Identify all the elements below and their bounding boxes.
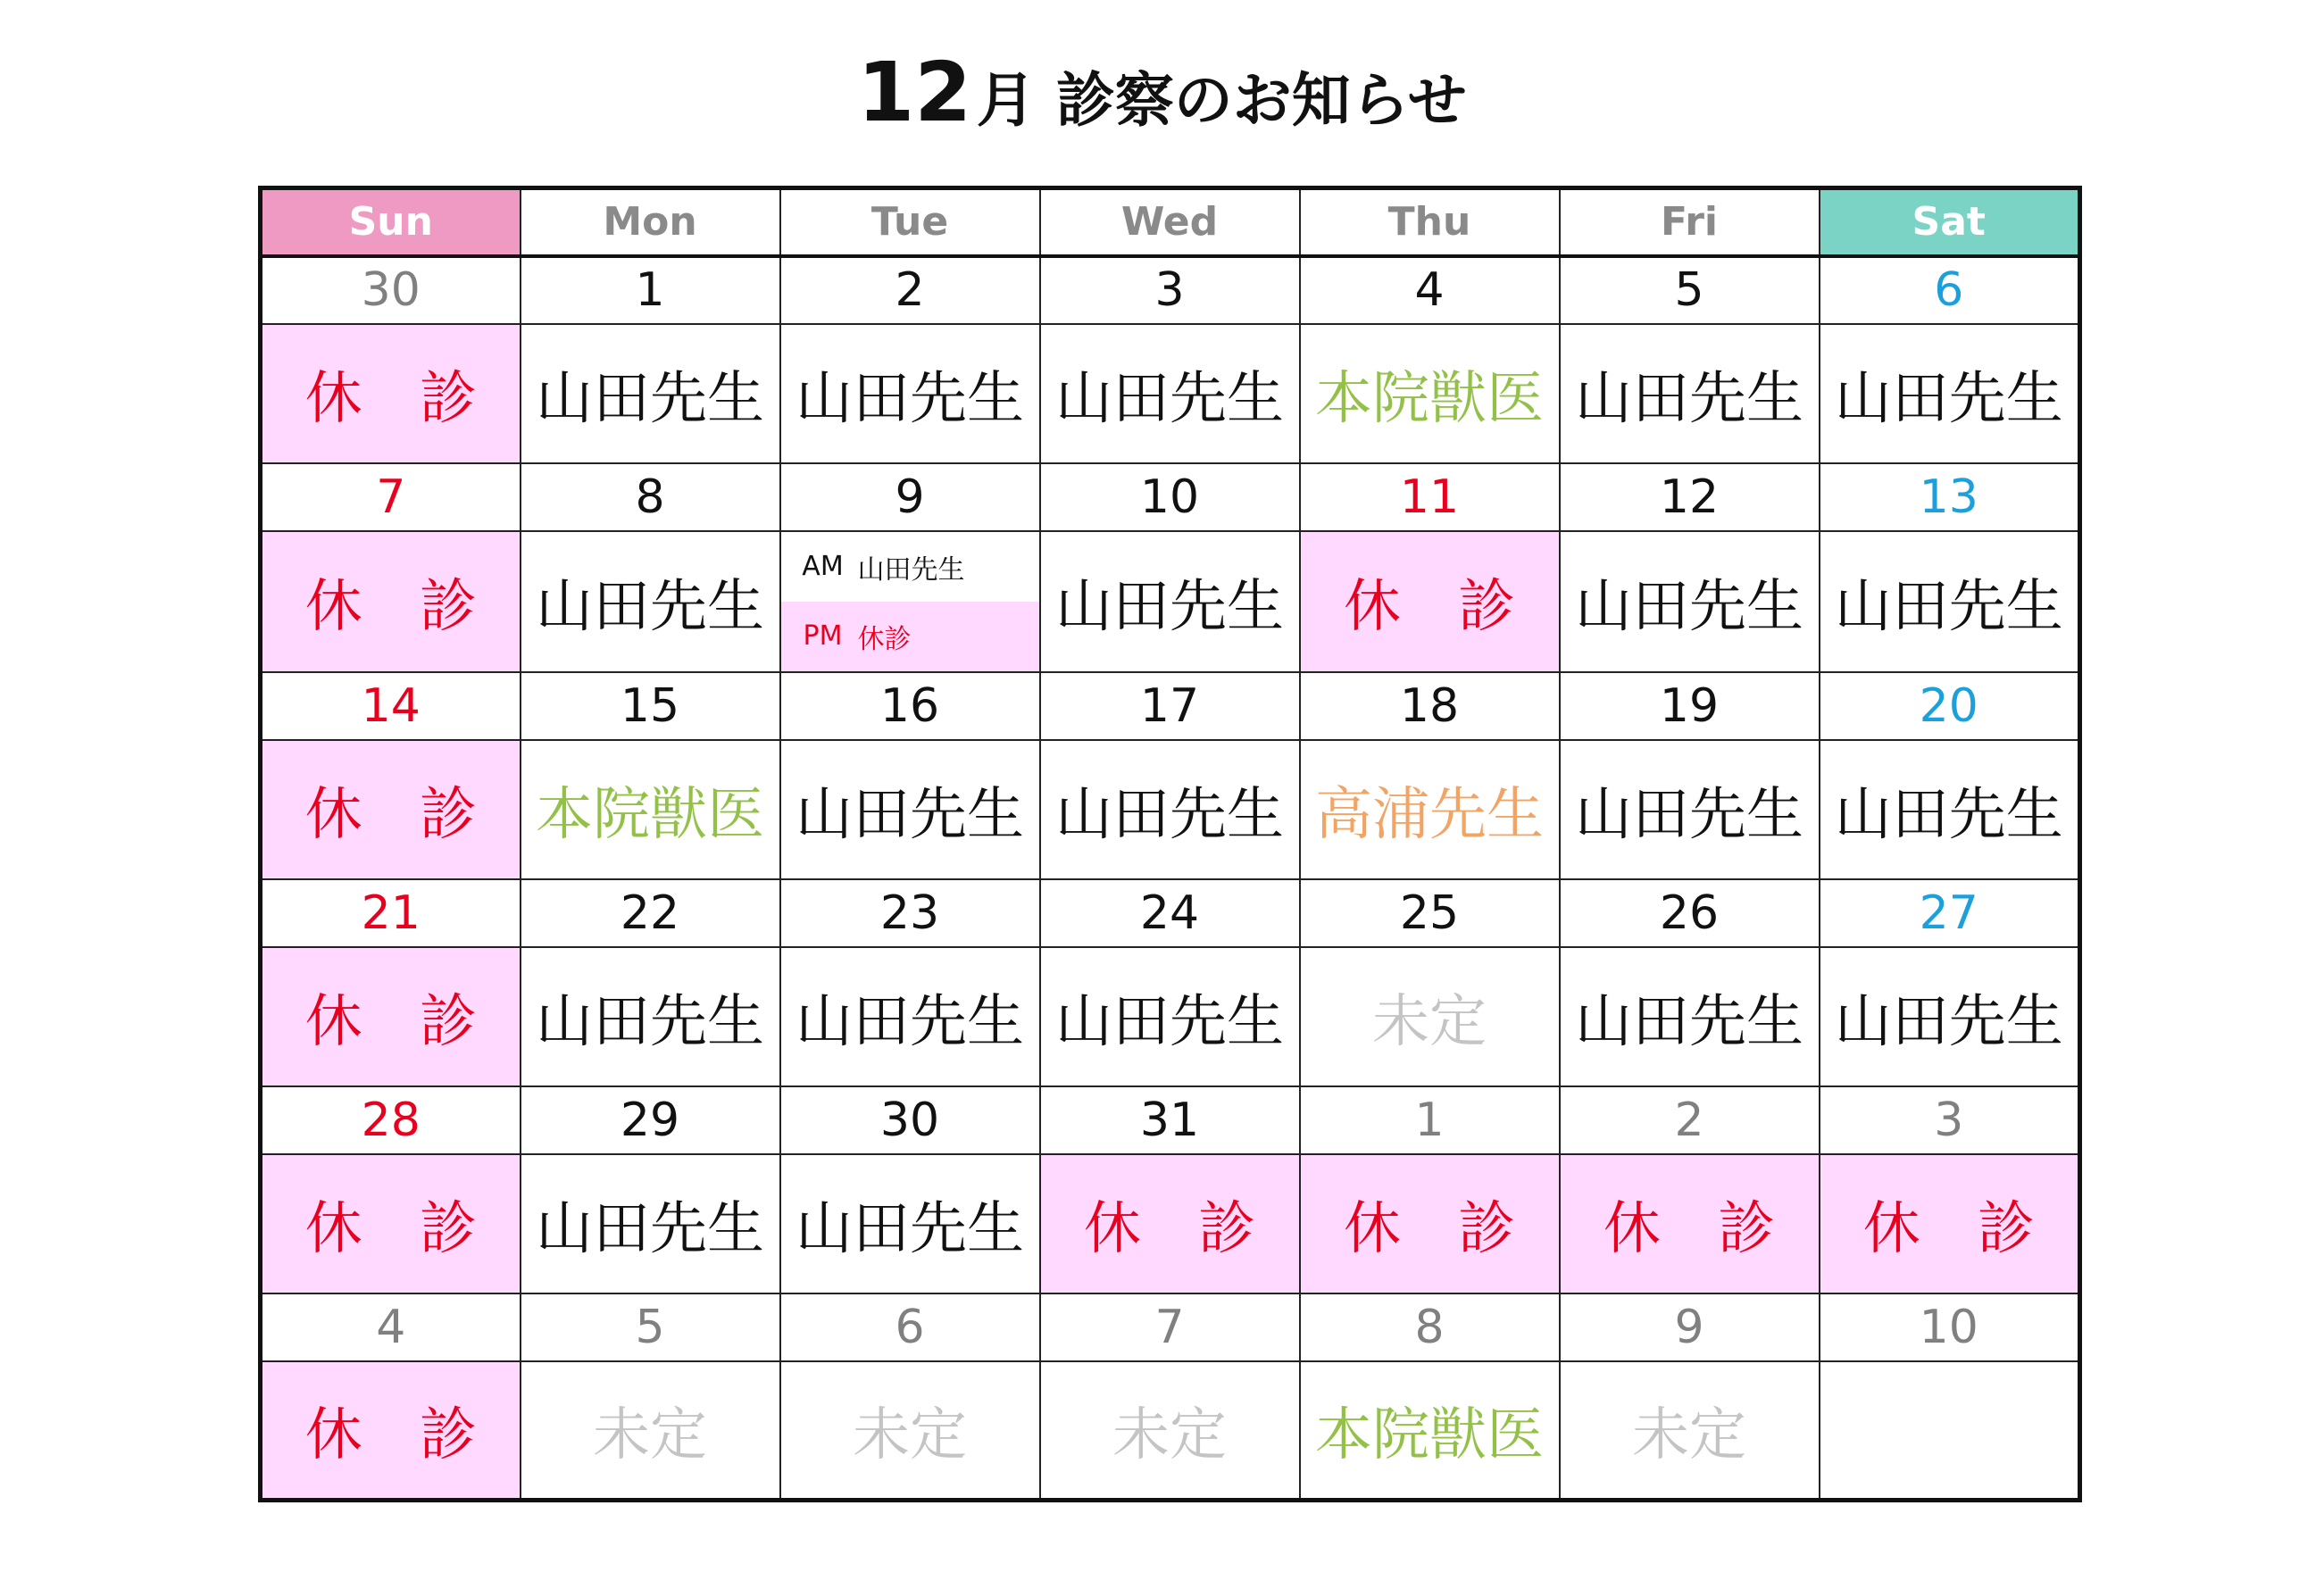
weekday-header-row — [261, 188, 2080, 256]
date-cell: 12 — [1560, 463, 1820, 531]
schedule-cell: 山田先生 — [1560, 324, 1820, 463]
am-label: AM — [802, 551, 844, 582]
schedule-row — [261, 1361, 2080, 1501]
schedule-cell: 未定 — [521, 1361, 780, 1501]
schedule-cell: 本院獣医 — [1300, 324, 1560, 463]
date-cell: 29 — [521, 1086, 780, 1154]
am-slot — [781, 532, 1039, 602]
weekday-mon: Mon — [521, 188, 780, 256]
empty-schedule-cell — [1820, 1361, 2080, 1501]
closed-cell: 休 診 — [261, 1154, 521, 1293]
closed-cell: 休 診 — [1560, 1154, 1820, 1293]
date-cell: 4 — [261, 1293, 521, 1361]
date-row — [261, 256, 2080, 324]
date-cell: 23 — [780, 879, 1040, 947]
date-row — [261, 672, 2080, 740]
date-cell: 16 — [780, 672, 1040, 740]
date-cell: 24 — [1040, 879, 1300, 947]
schedule-row — [261, 324, 2080, 463]
schedule-cell: 山田先生 — [780, 1154, 1040, 1293]
closed-cell: 休 診 — [261, 1361, 521, 1501]
schedule-cell: 山田先生 — [1560, 531, 1820, 672]
date-cell: 30 — [261, 256, 521, 324]
closed-cell: 休 診 — [1300, 531, 1560, 672]
closed-cell: 休 診 — [1300, 1154, 1560, 1293]
weekday-tue: Tue — [780, 188, 1040, 256]
date-cell: 1 — [1300, 1086, 1560, 1154]
schedule-cell: 山田先生 — [1820, 947, 2080, 1086]
date-row — [261, 1086, 2080, 1154]
weekday-sat: Sat — [1820, 188, 2080, 256]
date-cell: 6 — [780, 1293, 1040, 1361]
closed-cell: 休 診 — [261, 324, 521, 463]
date-cell: 19 — [1560, 672, 1820, 740]
date-cell: 14 — [261, 672, 521, 740]
closed-cell: 休 診 — [1040, 1154, 1300, 1293]
date-cell: 9 — [1560, 1293, 1820, 1361]
date-row — [261, 879, 2080, 947]
weekday-wed: Wed — [1040, 188, 1300, 256]
date-cell: 5 — [1560, 256, 1820, 324]
schedule-cell: 山田先生 — [1560, 740, 1820, 879]
schedule-cell: 山田先生 — [1040, 740, 1300, 879]
schedule-cell: 山田先生 — [1820, 740, 2080, 879]
date-cell: 3 — [1820, 1086, 2080, 1154]
schedule-row — [261, 531, 2080, 672]
date-cell: 13 — [1820, 463, 2080, 531]
date-cell: 15 — [521, 672, 780, 740]
schedule-cell: 未定 — [1040, 1361, 1300, 1501]
date-cell: 10 — [1040, 463, 1300, 531]
pm-label: PM — [803, 620, 843, 652]
split-wrap — [781, 532, 1039, 671]
date-cell: 3 — [1040, 256, 1300, 324]
date-cell: 1 — [521, 256, 780, 324]
weekday-sun: Sun — [261, 188, 521, 256]
date-cell: 18 — [1300, 672, 1560, 740]
pm-slot — [781, 602, 1039, 671]
closed-cell: 休 診 — [261, 531, 521, 672]
clinic-calendar — [258, 186, 2082, 1502]
date-cell: 30 — [780, 1086, 1040, 1154]
date-cell: 21 — [261, 879, 521, 947]
schedule-cell: 山田先生 — [1820, 531, 2080, 672]
schedule-cell: 山田先生 — [521, 947, 780, 1086]
schedule-cell: 山田先生 — [521, 1154, 780, 1293]
am-doctor: 山田先生 — [857, 553, 965, 586]
closed-cell: 休 診 — [1820, 1154, 2080, 1293]
date-cell: 9 — [780, 463, 1040, 531]
schedule-cell: 本院獣医 — [1300, 1361, 1560, 1501]
closed-cell: 休 診 — [261, 947, 521, 1086]
schedule-cell: 未定 — [780, 1361, 1040, 1501]
schedule-cell: 高浦先生 — [1300, 740, 1560, 879]
weekday-fri: Fri — [1560, 188, 1820, 256]
pm-status: 休診 — [857, 623, 912, 655]
date-cell: 7 — [261, 463, 521, 531]
title-text: 月 診察のお知らせ — [976, 66, 1467, 135]
date-cell: 11 — [1300, 463, 1560, 531]
schedule-cell: 山田先生 — [780, 947, 1040, 1086]
date-cell: 2 — [780, 256, 1040, 324]
date-cell: 10 — [1820, 1293, 2080, 1361]
schedule-cell: 山田先生 — [780, 740, 1040, 879]
date-cell: 2 — [1560, 1086, 1820, 1154]
date-cell: 5 — [521, 1293, 780, 1361]
schedule-row — [261, 947, 2080, 1086]
date-cell: 4 — [1300, 256, 1560, 324]
schedule-cell: 山田先生 — [521, 324, 780, 463]
page-title — [0, 45, 2324, 140]
date-cell: 6 — [1820, 256, 2080, 324]
schedule-cell: 山田先生 — [780, 324, 1040, 463]
date-cell: 31 — [1040, 1086, 1300, 1154]
date-cell: 8 — [1300, 1293, 1560, 1361]
schedule-cell: 山田先生 — [1040, 531, 1300, 672]
date-cell: 22 — [521, 879, 780, 947]
schedule-cell: 山田先生 — [1040, 324, 1300, 463]
date-row — [261, 463, 2080, 531]
schedule-cell: 山田先生 — [1560, 947, 1820, 1086]
schedule-row — [261, 740, 2080, 879]
date-cell: 25 — [1300, 879, 1560, 947]
schedule-cell: 未定 — [1560, 1361, 1820, 1501]
split-schedule-cell — [780, 531, 1040, 672]
date-cell: 7 — [1040, 1293, 1300, 1361]
schedule-cell: 未定 — [1300, 947, 1560, 1086]
schedule-cell: 山田先生 — [521, 531, 780, 672]
date-row — [261, 1293, 2080, 1361]
schedule-row — [261, 1154, 2080, 1293]
schedule-cell: 本院獣医 — [521, 740, 780, 879]
date-cell: 20 — [1820, 672, 2080, 740]
closed-cell: 休 診 — [261, 740, 521, 879]
weekday-thu: Thu — [1300, 188, 1560, 256]
date-cell: 26 — [1560, 879, 1820, 947]
date-cell: 8 — [521, 463, 780, 531]
date-cell: 28 — [261, 1086, 521, 1154]
schedule-cell: 山田先生 — [1820, 324, 2080, 463]
date-cell: 17 — [1040, 672, 1300, 740]
date-cell: 27 — [1820, 879, 2080, 947]
schedule-cell: 山田先生 — [1040, 947, 1300, 1086]
title-month: 12 — [857, 45, 972, 140]
